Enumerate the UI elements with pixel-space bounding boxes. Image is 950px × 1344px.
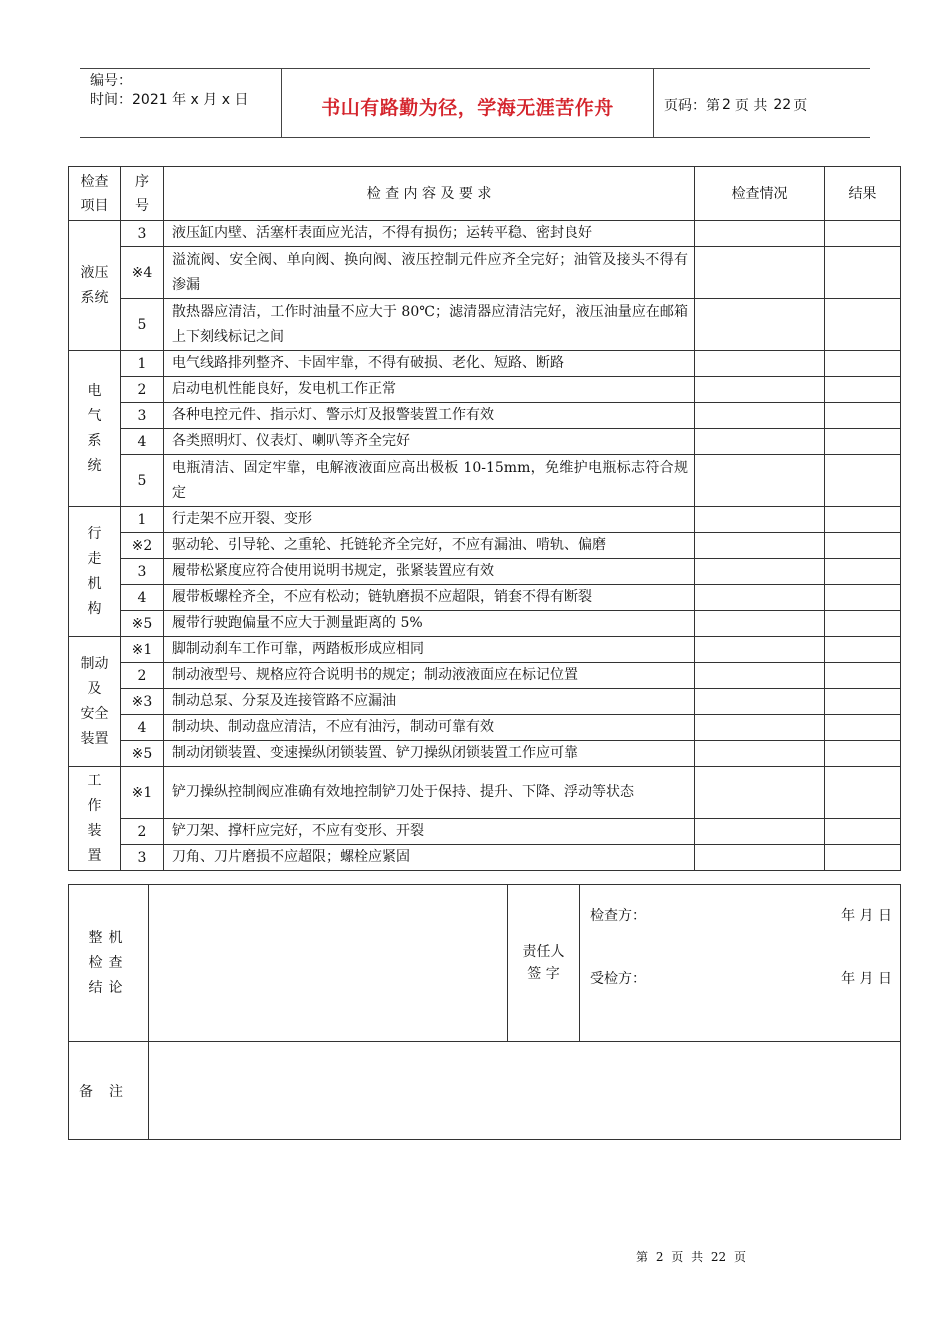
row-requirement: 脚制动刹车工作可靠，两踏板形成应相同 xyxy=(164,637,695,663)
row-result-cell[interactable] xyxy=(825,507,901,533)
table-header-row xyxy=(69,167,901,221)
row-status-cell[interactable] xyxy=(695,247,825,299)
row-seq: ※1 xyxy=(121,637,164,663)
row-status-cell[interactable] xyxy=(695,845,825,871)
table-row xyxy=(69,559,901,585)
table-row xyxy=(69,455,901,507)
row-result-cell[interactable] xyxy=(825,299,901,351)
row-status-cell[interactable] xyxy=(695,221,825,247)
col-header-content: 检 查 内 容 及 要 求 xyxy=(164,167,695,221)
col-header-status: 检查情况 xyxy=(695,167,825,221)
remark-field[interactable] xyxy=(149,1042,901,1140)
row-result-cell[interactable] xyxy=(825,715,901,741)
inspector-line xyxy=(590,905,892,925)
row-result-cell[interactable] xyxy=(825,533,901,559)
row-status-cell[interactable] xyxy=(695,637,825,663)
row-requirement: 铲刀架、撑杆应完好，不应有变形、开裂 xyxy=(164,819,695,845)
page-current: 2 xyxy=(722,97,731,113)
inspector-date: 年 月 日 xyxy=(841,908,892,924)
row-seq: 2 xyxy=(121,819,164,845)
remark-label: 备注 xyxy=(69,1042,149,1140)
row-seq: 3 xyxy=(121,845,164,871)
inspectee-line xyxy=(590,968,892,988)
row-requirement: 行走架不应开裂、变形 xyxy=(164,507,695,533)
inspectee-date: 年 月 日 xyxy=(841,971,892,987)
col-header-result: 结果 xyxy=(825,167,901,221)
row-result-cell[interactable] xyxy=(825,559,901,585)
row-seq: 1 xyxy=(121,507,164,533)
row-requirement: 溢流阀、安全阀、单向阀、换向阀、液压控制元件应齐全完好；油管及接头不得有渗漏 xyxy=(164,247,695,299)
page-suffix: 页 xyxy=(793,98,808,114)
row-result-cell[interactable] xyxy=(825,455,901,507)
inspection-table xyxy=(68,166,901,871)
inspector-label: 检查方： xyxy=(590,908,646,924)
row-result-cell[interactable] xyxy=(825,767,901,819)
row-seq: ※3 xyxy=(121,689,164,715)
row-status-cell[interactable] xyxy=(695,533,825,559)
row-result-cell[interactable] xyxy=(825,377,901,403)
table-row xyxy=(69,299,901,351)
row-requirement: 制动闭锁装置、变速操纵闭锁装置、铲刀操纵闭锁装置工作应可靠 xyxy=(164,741,695,767)
row-seq: ※1 xyxy=(121,767,164,819)
row-result-cell[interactable] xyxy=(825,689,901,715)
row-requirement: 驱动轮、引导轮、之重轮、托链轮齐全完好，不应有漏油、啃轨、偏磨 xyxy=(164,533,695,559)
row-status-cell[interactable] xyxy=(695,377,825,403)
row-seq: 3 xyxy=(121,221,164,247)
conclusion-row xyxy=(69,885,901,1042)
row-status-cell[interactable] xyxy=(695,559,825,585)
signature-box[interactable] xyxy=(580,885,901,1042)
row-requirement: 制动液型号、规格应符合说明书的规定；制动液液面应在标记位置 xyxy=(164,663,695,689)
table-row xyxy=(69,377,901,403)
page-prefix: 页码：第 xyxy=(664,98,720,114)
table-row xyxy=(69,351,901,377)
row-seq: 1 xyxy=(121,351,164,377)
row-seq: 4 xyxy=(121,429,164,455)
conclusion-table xyxy=(68,884,901,1140)
row-result-cell[interactable] xyxy=(825,403,901,429)
table-row xyxy=(69,221,901,247)
row-seq: 3 xyxy=(121,559,164,585)
row-status-cell[interactable] xyxy=(695,351,825,377)
remark-row xyxy=(69,1042,901,1140)
table-row xyxy=(69,741,901,767)
header-slogan: 书山有路勤为径，学海无涯苦作舟 xyxy=(282,69,654,137)
row-result-cell[interactable] xyxy=(825,741,901,767)
row-seq: ※4 xyxy=(121,247,164,299)
header-meta xyxy=(80,69,282,137)
row-result-cell[interactable] xyxy=(825,845,901,871)
row-result-cell[interactable] xyxy=(825,819,901,845)
row-seq: 5 xyxy=(121,455,164,507)
row-requirement: 制动总泵、分泵及连接管路不应漏油 xyxy=(164,689,695,715)
row-seq: 5 xyxy=(121,299,164,351)
number-label: 编号： xyxy=(90,73,132,89)
table-row xyxy=(69,533,901,559)
row-seq: 3 xyxy=(121,403,164,429)
table-row xyxy=(69,715,901,741)
col-header-seq: 序 号 xyxy=(121,167,164,221)
row-result-cell[interactable] xyxy=(825,429,901,455)
date-line: 时间：2021 年 x 月 x 日 xyxy=(90,92,249,108)
page-total: 22 xyxy=(773,97,792,113)
row-status-cell[interactable] xyxy=(695,663,825,689)
row-status-cell[interactable] xyxy=(695,741,825,767)
group-name: 液压 系统 xyxy=(69,221,121,351)
row-requirement: 铲刀操纵控制阀应准确有效地控制铲刀处于保持、提升、下降、浮动等状态 xyxy=(164,767,695,819)
table-row xyxy=(69,767,901,819)
table-row xyxy=(69,247,901,299)
table-row xyxy=(69,663,901,689)
row-status-cell[interactable] xyxy=(695,689,825,715)
row-result-cell[interactable] xyxy=(825,247,901,299)
group-name: 电 气 系 统 xyxy=(69,351,121,507)
row-requirement: 履带板螺栓齐全，不应有松动；链轨磨损不应超限，销套不得有断裂 xyxy=(164,585,695,611)
table-row xyxy=(69,637,901,663)
group-name: 工 作 装 置 xyxy=(69,767,121,871)
row-status-cell[interactable] xyxy=(695,455,825,507)
row-result-cell[interactable] xyxy=(825,663,901,689)
row-result-cell[interactable] xyxy=(825,585,901,611)
table-row xyxy=(69,507,901,533)
row-result-cell[interactable] xyxy=(825,611,901,637)
row-seq: 4 xyxy=(121,715,164,741)
row-requirement: 电瓶清洁、固定牢靠，电解液液面应高出极板 10-15mm，免维护电瓶标志符合规定 xyxy=(164,455,695,507)
row-seq: ※2 xyxy=(121,533,164,559)
row-status-cell[interactable] xyxy=(695,611,825,637)
table-row xyxy=(69,403,901,429)
row-status-cell[interactable] xyxy=(695,299,825,351)
table-row xyxy=(69,585,901,611)
row-status-cell[interactable] xyxy=(695,819,825,845)
page-footer: 第 2 页 共 22 页 xyxy=(636,1250,746,1264)
row-requirement: 启动电机性能良好，发电机工作正常 xyxy=(164,377,695,403)
row-requirement: 各种电控元件、指示灯、警示灯及报警装置工作有效 xyxy=(164,403,695,429)
row-status-cell[interactable] xyxy=(695,403,825,429)
row-result-cell[interactable] xyxy=(825,637,901,663)
row-requirement: 制动块、制动盘应清洁，不应有油污，制动可靠有效 xyxy=(164,715,695,741)
conclusion-label: 整机 检查 结论 xyxy=(69,885,149,1042)
page-mid: 页 共 xyxy=(734,98,768,114)
row-status-cell[interactable] xyxy=(695,507,825,533)
row-requirement: 履带松紧度应符合使用说明书规定，张紧装置应有效 xyxy=(164,559,695,585)
row-seq: 4 xyxy=(121,585,164,611)
table-row xyxy=(69,611,901,637)
col-header-item: 检查 项目 xyxy=(69,167,121,221)
row-seq: 2 xyxy=(121,663,164,689)
group-name: 行 走 机 构 xyxy=(69,507,121,637)
row-result-cell[interactable] xyxy=(825,351,901,377)
conclusion-field[interactable] xyxy=(149,885,508,1042)
table-row xyxy=(69,819,901,845)
table-row xyxy=(69,689,901,715)
row-requirement: 散热器应清洁，工作时油量不应大于 80℃；滤清器应清洁完好，液压油量应在邮箱上下刻线标记之间 xyxy=(164,299,695,351)
row-status-cell[interactable] xyxy=(695,715,825,741)
group-name: 制动 及 安全 装置 xyxy=(69,637,121,767)
row-requirement: 履带行驶跑偏量不应大于测量距离的 5% xyxy=(164,611,695,637)
row-status-cell[interactable] xyxy=(695,767,825,819)
row-result-cell[interactable] xyxy=(825,221,901,247)
row-seq: ※5 xyxy=(121,611,164,637)
inspectee-label: 受检方： xyxy=(590,971,646,987)
row-requirement: 刀角、刀片磨损不应超限；螺栓应紧固 xyxy=(164,845,695,871)
table-row xyxy=(69,429,901,455)
table-body xyxy=(69,221,901,871)
row-requirement: 电气线路排列整齐、卡固牢靠，不得有破损、老化、短路、断路 xyxy=(164,351,695,377)
signer-label: 责任人 签 字 xyxy=(508,885,580,1042)
table-row xyxy=(69,845,901,871)
row-seq: 2 xyxy=(121,377,164,403)
row-status-cell[interactable] xyxy=(695,429,825,455)
row-requirement: 各类照明灯、仪表灯、喇叭等齐全完好 xyxy=(164,429,695,455)
header-page-number xyxy=(654,69,870,137)
row-seq: ※5 xyxy=(121,741,164,767)
row-requirement: 液压缸内壁、活塞杆表面应光洁，不得有损伤；运转平稳、密封良好 xyxy=(164,221,695,247)
document-header xyxy=(80,68,870,138)
row-status-cell[interactable] xyxy=(695,585,825,611)
